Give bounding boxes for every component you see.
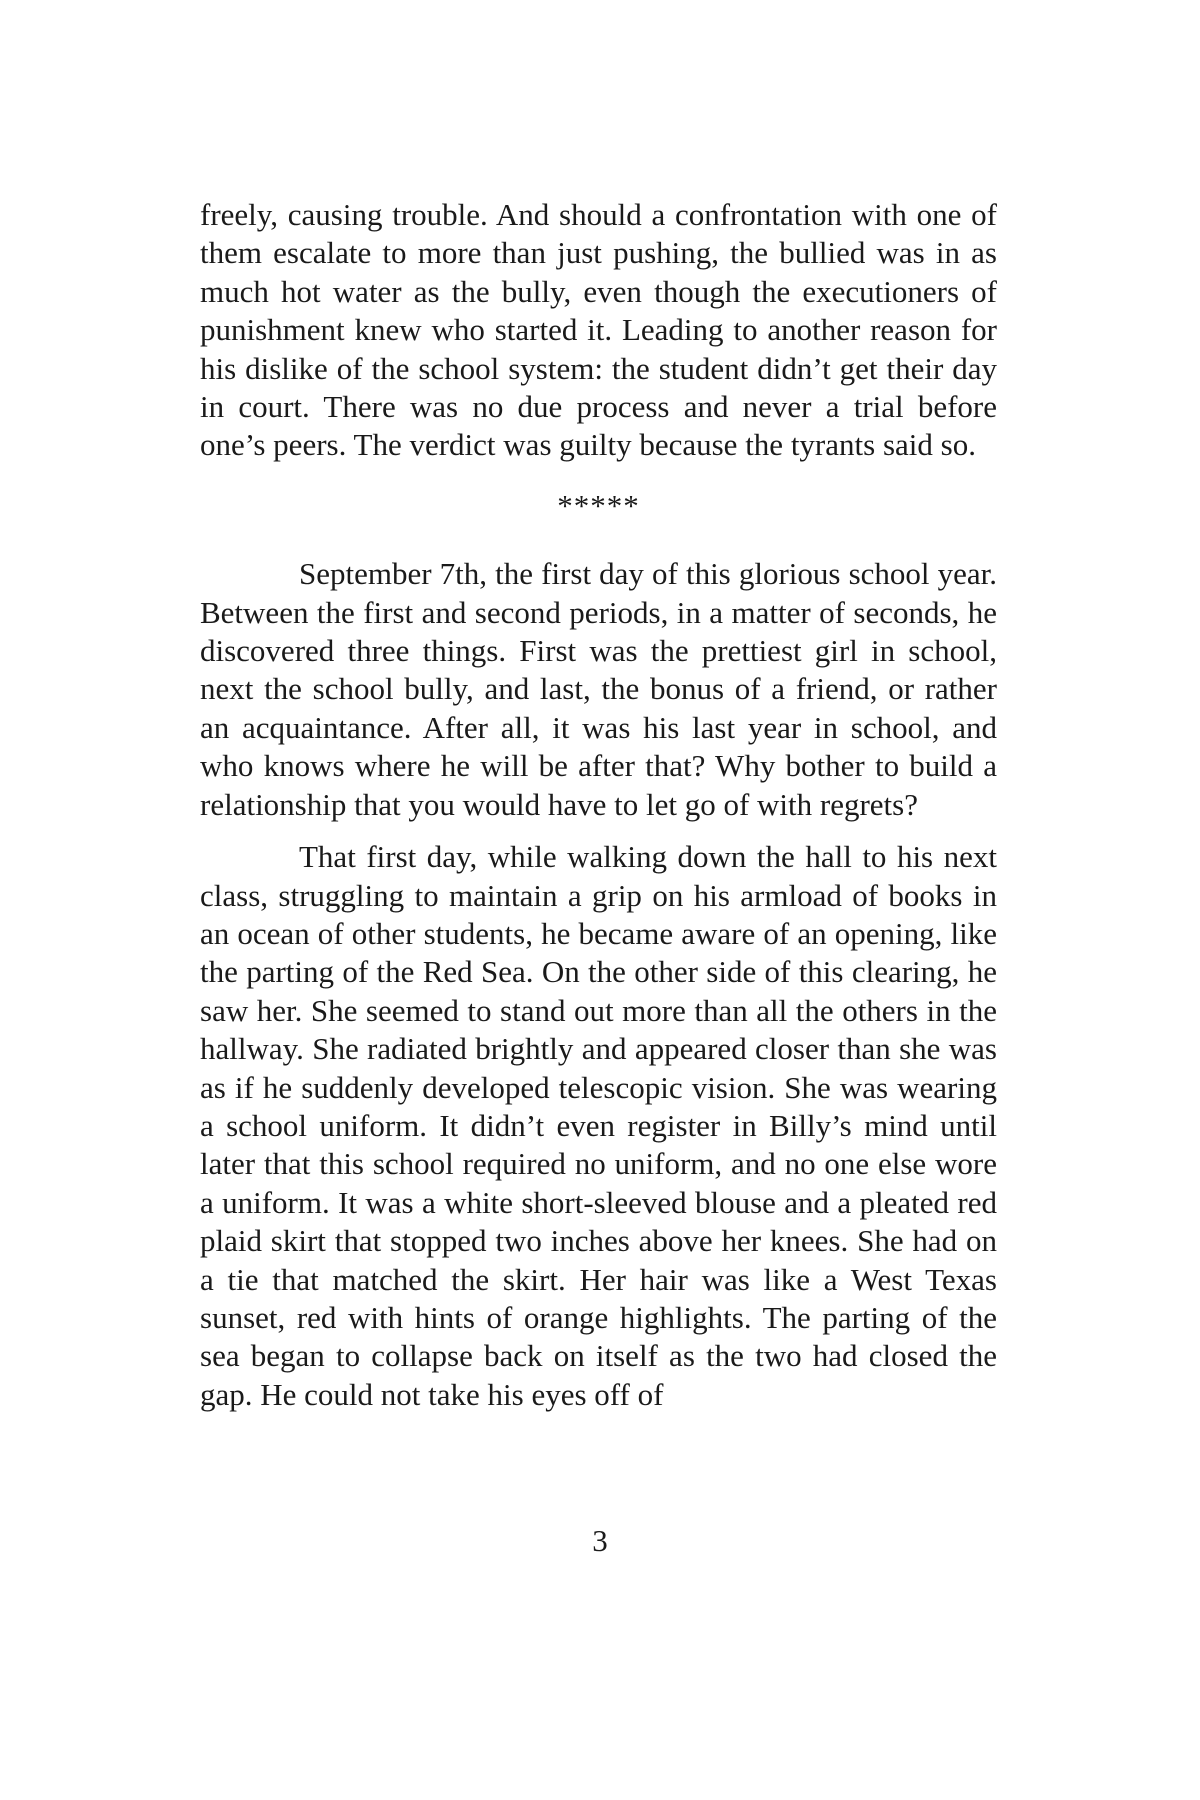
scene-break: ***** bbox=[557, 487, 640, 523]
paragraph-continued: freely, causing trouble. And should a confrontation with one of them escalate to more than just pushing, the bullied was in as much hot water as the bully, even though the executioners of punishment knew who started it. Leading to another reason for his dislike of the school system: the student didn’t get their day in court. There was no due process and never a trial before one’s peers. The verdict was guilty because the tyrants said so. bbox=[200, 197, 997, 463]
page-number: 3 bbox=[592, 1523, 608, 1558]
paragraph-september: September 7th, the first day of this glorious school year. Between the first and second periods, in a matter of seconds, he discovered three things. First was the prettiest girl in school, next the school bully, and last, the bonus of a friend, or rather an acquaintance. After all, it was his last year in school, and who knows where he will be after that? Why bother to build a relationship that you would have to let go of with regrets? bbox=[200, 556, 997, 822]
paragraph-first-day: That first day, while walking down the hall to his next class, struggling to maintain a grip on his armload of books in an ocean of other students, he became aware of an opening, like the parting of the Red Sea. On the other side of this clearing, he saw her. She seemed to stand out more than all the others in the hallway. She radiated brightly and appeared closer than she was as if he suddenly developed telescopic vision. She was wearing a school uniform. It didn’t even register in Billy’s mind until later that this school required no uniform, and no one else wore a uniform. It was a white short-sleeved blouse and a pleated red plaid skirt that stopped two inches above her knees. She had on a tie that matched the skirt. Her hair was like a West Texas sunset, red with hints of orange highlights. The parting of the sea began to collapse back on itself as the two had closed the gap. He could not take his eyes off of bbox=[200, 839, 997, 1412]
page-body bbox=[200, 196, 997, 1414]
paragraph-spacer bbox=[200, 824, 997, 838]
